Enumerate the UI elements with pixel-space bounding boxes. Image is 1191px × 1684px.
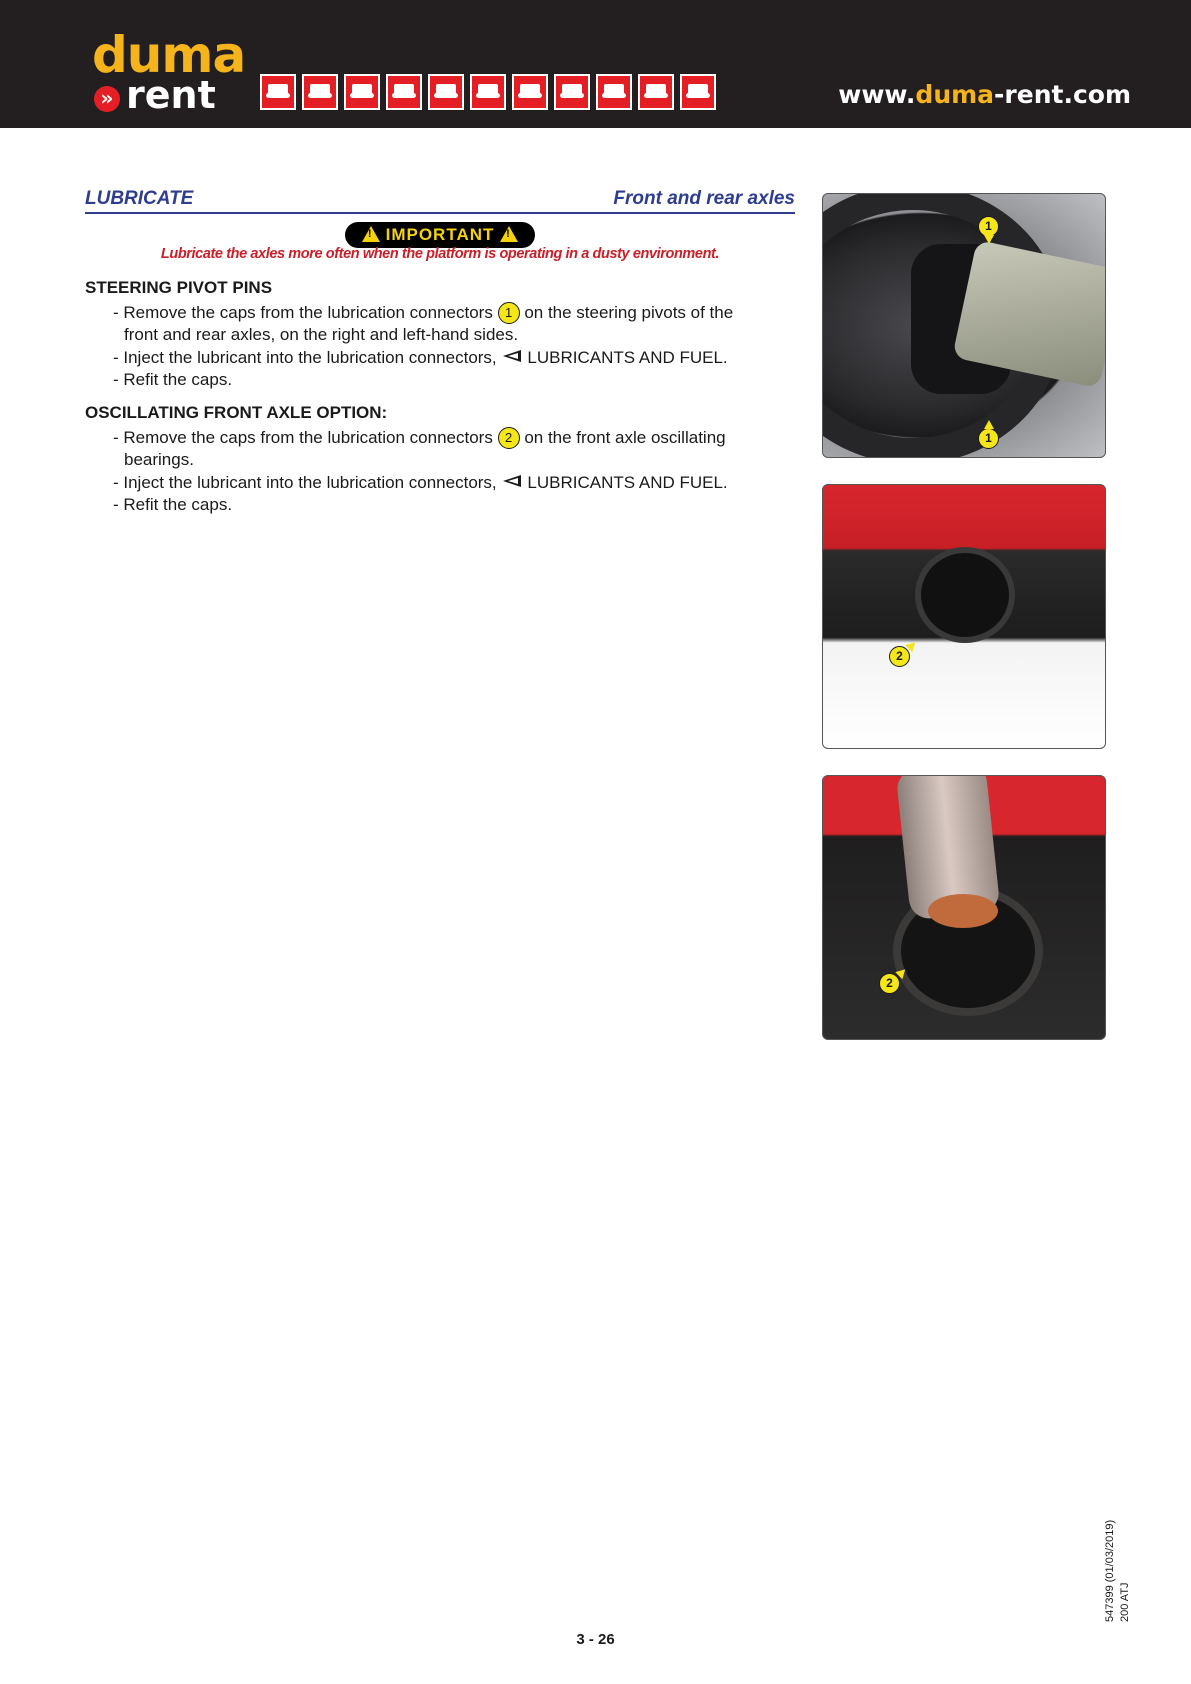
steering-step-1-text-a: - Remove the caps from the lubrication connectors: [113, 303, 493, 322]
steering-step-3: - Refit the caps.: [113, 370, 233, 389]
grease-cap-shape: [928, 894, 998, 928]
oscillating-bearing-photo-2: [822, 775, 1106, 1040]
section-title-left: LUBRICATE: [85, 188, 194, 209]
telehandler-icon: [596, 74, 632, 110]
photo-callout-1-top: 1: [978, 216, 999, 237]
steering-step-1: [113, 302, 803, 346]
bearing-hub-shape: [915, 547, 1015, 643]
mini-loader-icon: [386, 74, 422, 110]
steering-step-1-text-b: on the steering pivots of the: [524, 303, 734, 322]
oscillating-step-3: - Refit the caps.: [113, 495, 233, 514]
section-title-right: Front and rear axles: [613, 188, 795, 209]
oscillating-step-1-text-a: - Remove the caps from the lubrication connectors: [113, 428, 493, 447]
steering-pivot-title: STEERING PIVOT PINS: [85, 278, 273, 297]
steering-step-2-ref[interactable]: LUBRICANTS AND FUEL.: [527, 348, 728, 367]
truck-mounted-boom-icon: [680, 74, 716, 110]
callout-1-icon: 1: [498, 302, 520, 324]
articulating-boom-icon: [512, 74, 548, 110]
oscillating-bearing-photo-1: [822, 484, 1106, 749]
logo-duma-text: duma: [92, 26, 246, 84]
important-note: Lubricate the axles more often when the platform is operating in a dusty environment.: [160, 246, 720, 262]
double-chevron-icon: »: [94, 86, 120, 112]
website-accent: duma: [915, 80, 995, 109]
document-reference-line-1: 547399 (01/03/2019): [1104, 1519, 1116, 1622]
document-reference-line-2: 200 ATJ: [1119, 1582, 1131, 1622]
logo-rent-text: [100, 73, 216, 117]
scissor-lift-icon: [344, 74, 380, 110]
photo-callout-1-bottom: 1: [978, 428, 999, 449]
cross-reference-icon: [501, 474, 523, 488]
logo-rent-word: rent: [126, 73, 216, 117]
photo-callout-2: 2: [879, 973, 900, 994]
page-header: [0, 0, 1191, 128]
steering-pivot-photo: [822, 193, 1106, 458]
machine-icon-strip: [260, 74, 716, 112]
website-link[interactable]: [838, 80, 1131, 109]
compactor-icon: [470, 74, 506, 110]
steering-step-2-text: - Inject the lubricant into the lubrication connectors,: [113, 348, 497, 367]
website-prefix: www.: [838, 80, 916, 109]
skid-steer-icon: [260, 74, 296, 110]
oscillating-step-2-ref[interactable]: LUBRICANTS AND FUEL.: [527, 473, 728, 492]
steering-step-1-text-c: front and rear axles, on the right and left-hand sides.: [124, 325, 519, 344]
photo-callout-2: 2: [889, 646, 910, 667]
section-heading: [85, 190, 795, 214]
page-number: 3 - 26: [576, 1631, 615, 1648]
callout-2-icon: 2: [498, 427, 520, 449]
website-suffix: -rent.com: [994, 80, 1131, 109]
document-reference: [1103, 1520, 1133, 1622]
important-badge: [345, 222, 535, 248]
steering-step-2: [113, 347, 803, 369]
oscillating-step-2-text: - Inject the lubricant into the lubrication connectors,: [113, 473, 497, 492]
oscillating-step-1-text-b: on the front axle oscillating: [524, 428, 726, 447]
warning-triangle-icon: [500, 226, 518, 242]
oscillating-step-1: [113, 427, 803, 471]
wheel-loader-icon: [428, 74, 464, 110]
cross-reference-icon: [501, 349, 523, 363]
important-label: IMPORTANT: [385, 225, 495, 244]
excavator-icon: [554, 74, 590, 110]
warning-triangle-icon: [362, 226, 380, 242]
forklift-icon: [302, 74, 338, 110]
oscillating-step-2: [113, 472, 803, 494]
vertical-mast-icon: [638, 74, 674, 110]
oscillating-step-1-text-c: bearings.: [124, 450, 194, 469]
oscillating-axle-title: OSCILLATING FRONT AXLE OPTION:: [85, 403, 388, 422]
